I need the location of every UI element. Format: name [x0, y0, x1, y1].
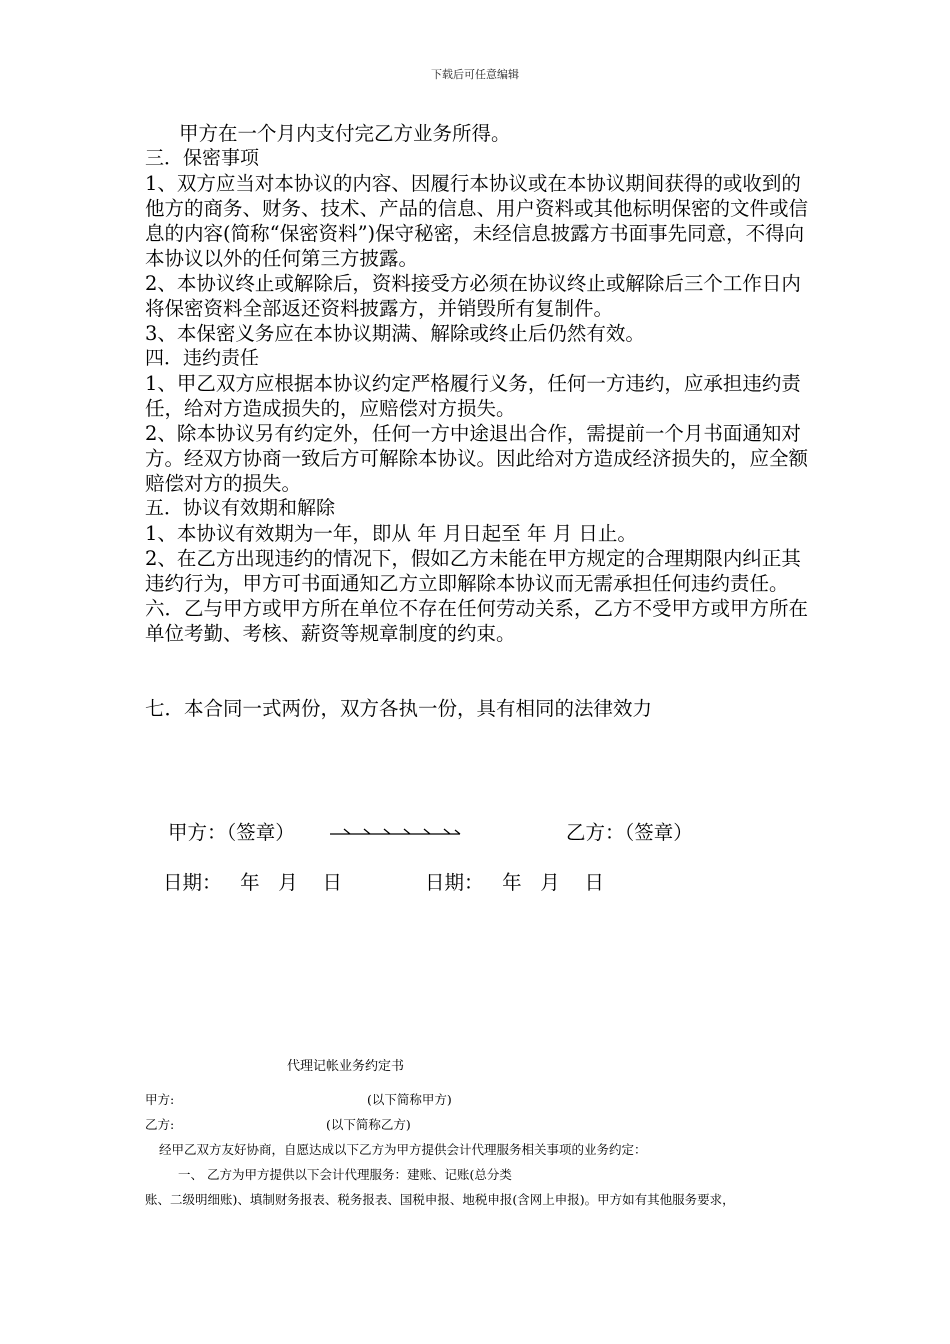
- contract-paragraph: 2、本协议终止或解除后，资料接受方必须在协议终止或解除后三个工作日内将保密资料全部返还资料披露方，并销毁所有复制件。: [145, 272, 801, 320]
- contract-paragraph: 甲方在一个月内支付完乙方业务所得。: [179, 122, 511, 145]
- section-heading: 三．保密事项: [145, 147, 260, 169]
- contract-paragraph: 2、在乙方出现违约的情况下，假如乙方未能在甲方规定的合理期限内纠正其违约行为，甲方可书面通知乙方立即解除本协议而无需承担任何违约责任。: [145, 547, 801, 595]
- contract-body: [145, 121, 810, 646]
- second-doc-party-b-note: (以下简称乙方): [326, 1117, 411, 1132]
- second-doc-intro: 经甲乙双方友好协商，自愿达成以下乙方为甲方提供会计代理服务相关事项的业务约定：: [159, 1142, 647, 1157]
- party-b-signature-label: 乙方：（签章）: [566, 821, 693, 844]
- contract-paragraph: 1、双方应当对本协议的内容、因履行本协议或在本协议期间获得的或收到的他方的商务、财务、技术、产品的信息、用户资料或其他标明保密的文件或信息的内容(简称“保密资料”)保守秘密，未经信息披露方书面事先同意，不得向本协议以外的任何第三方披露。: [145, 172, 809, 270]
- contract-paragraph: 3、本保密义务应在本协议期满、解除或终止后仍然有效。: [145, 322, 645, 345]
- second-doc-party-b-label: 乙方:: [145, 1117, 175, 1132]
- second-doc-title: 代理记帐业务约定书: [287, 1059, 405, 1074]
- contract-paragraph: 1、本协议有效期为一年，即从 年 月日起至 年 月 日止。: [145, 522, 637, 545]
- section-heading: 五．协议有效期和解除: [145, 497, 336, 519]
- contract-paragraph: 2、除本协议另有约定外，任何一方中途退出合作，需提前一个月书面通知对方。经双方协商一致后方可解除本协议。因此给对方造成经济损失的，应全额赔偿对方的损失。: [145, 422, 809, 495]
- party-b-date-line: 日期： 年 月 日: [425, 871, 604, 894]
- page-header-note: 下载后可任意编辑: [431, 68, 519, 81]
- second-doc-item1-line2: 账、二级明细账)、填制财务报表、税务报表、国税申报、地税申报(含网上申报)。甲方如有其他服务要求，: [145, 1192, 735, 1207]
- party-a-signature-label: 甲方：（签章）: [168, 821, 295, 844]
- signature-arrows-decoration: [328, 819, 464, 841]
- contract-paragraph: 1、甲乙双方应根据本协议约定严格履行义务，任何一方违约，应承担违约责任，给对方造成损失的，应赔偿对方损失。: [145, 372, 801, 420]
- section-heading: 四．违约责任: [145, 347, 260, 369]
- second-doc-party-a-label: 甲方:: [145, 1092, 175, 1107]
- contract-paragraph: 六．乙与甲方或甲方所在单位不存在任何劳动关系，乙方不受甲方或甲方所在单位考勤、考核、薪资等规章制度的约束。: [145, 597, 809, 645]
- second-doc-party-a-note: (以下简称甲方): [367, 1092, 452, 1107]
- clause-seven: 七．本合同一式两份，双方各执一份，具有相同的法律效力: [145, 697, 653, 720]
- party-a-date-line: 日期： 年 月 日: [163, 871, 342, 894]
- second-doc-item1-line1: 一、 乙方为甲方提供以下会计代理服务：建账、记账(总分类: [178, 1167, 512, 1182]
